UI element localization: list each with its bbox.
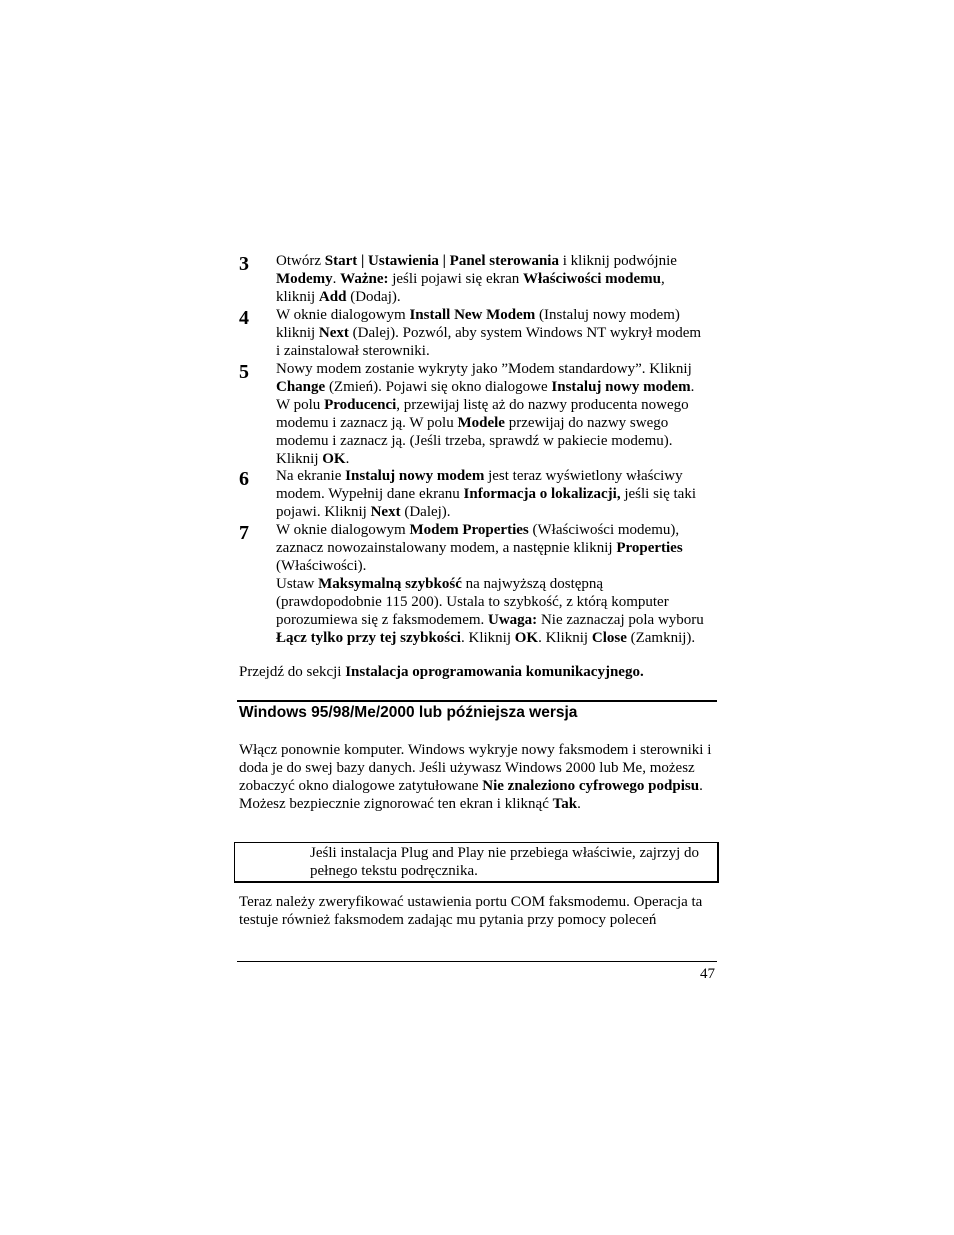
text-run: (Zamknij). xyxy=(626,630,696,646)
bold-term: Uwaga: xyxy=(488,612,538,628)
note-text: Jeśli instalacja Plug and Play nie przebiega właściwie, zajrzyj do pełnego tekstu podręcznika. xyxy=(310,845,700,879)
section-rule xyxy=(237,700,717,702)
bold-term: Modele xyxy=(457,415,505,431)
text-run: W oknie dialogowym xyxy=(276,522,410,538)
text-run: . Możesz bezpiecznie zignorować ten ekran i kliknąć xyxy=(239,778,703,812)
text-run: . Kliknij xyxy=(460,630,515,646)
text-run: Przejdź do sekcji xyxy=(239,664,346,680)
note-box xyxy=(234,842,719,883)
step-text xyxy=(276,467,706,521)
bold-term: Next xyxy=(370,504,401,520)
bold-term: Install New Modem xyxy=(409,307,536,323)
text-run: , kliknij xyxy=(276,271,665,305)
bold-term: Close xyxy=(591,630,627,646)
step-number: 5 xyxy=(239,361,249,383)
bold-term: Instaluj nowy modem xyxy=(345,468,485,484)
bold-term: Properties xyxy=(616,540,683,556)
bold-term: Właściwości modemu xyxy=(523,271,661,287)
text-run: W oknie dialogowym xyxy=(276,307,410,323)
text-run: . xyxy=(577,796,581,812)
step-text xyxy=(276,521,706,647)
step-number: 3 xyxy=(239,253,249,275)
step-number: 6 xyxy=(239,468,249,490)
text-run: Ustaw xyxy=(276,576,319,592)
step-number: 7 xyxy=(239,522,249,544)
bold-term: OK xyxy=(514,630,539,646)
text-run: . W polu xyxy=(276,379,695,413)
text-run: . xyxy=(345,451,350,467)
text-run: przewijaj do nazwy swego modemu i zaznacz ją. (Jeśli trzeba, sprawdź w pakiecie modemu). Kliknij xyxy=(276,415,673,467)
text-run: Na ekranie xyxy=(276,468,346,484)
step-number: 4 xyxy=(239,307,249,329)
text-run: na najwyższą dostępną (prawdopodobnie 115 200). Ustala to szybkość, z którą komputer porozumiewa się z faksmodemem. xyxy=(276,576,669,628)
text-run: jeśli pojawi się ekran xyxy=(388,271,524,287)
page-number: 47 xyxy=(700,966,715,982)
step-text xyxy=(276,360,706,468)
bold-term: Łącz tylko przy tej szybkości xyxy=(276,630,461,646)
bold-term: OK xyxy=(322,451,346,467)
bold-term: Instalacja oprogramowania komunikacyjnego. xyxy=(345,664,644,680)
paragraph-restart xyxy=(239,741,719,813)
text-run: jeśli się taki pojawi. Kliknij xyxy=(276,486,696,520)
bold-term: Change xyxy=(276,379,326,395)
bold-term: Maksymalną szybkość xyxy=(318,576,462,592)
bold-term: Informacja o lokalizacji, xyxy=(463,486,621,502)
bold-term: Start | Ustawienia | Panel sterowania xyxy=(324,253,559,269)
bold-term: Modem Properties xyxy=(409,522,529,538)
text-run: Nie zaznaczaj pola wyboru xyxy=(537,612,704,628)
bold-term: Producenci xyxy=(324,397,397,413)
bold-term: Modemy xyxy=(276,271,333,287)
text-run: Otwórz xyxy=(276,253,325,269)
text-run: i kliknij podwójnie xyxy=(558,253,677,269)
bold-term: Next xyxy=(318,325,349,341)
step-text xyxy=(276,306,706,360)
bold-term: Instaluj nowy modem xyxy=(551,379,691,395)
paragraph-com-port: Teraz należy zweryfikować ustawienia portu COM faksmodemu. Operacja ta testuje również faksmodem zadając mu pytania przy pomocy poleceń xyxy=(239,894,703,928)
bold-term: Tak xyxy=(552,796,578,812)
next-section-reference xyxy=(239,663,709,681)
bold-term: Ważne: xyxy=(340,271,389,287)
text-run: . xyxy=(332,271,341,287)
text-run: (Instaluj nowy modem) kliknij xyxy=(276,307,680,341)
step-text xyxy=(276,252,706,306)
text-run: (Dalej). xyxy=(400,504,451,520)
footer-rule xyxy=(237,961,717,962)
section-title: Windows 95/98/Me/2000 lub późniejsza wersja xyxy=(239,704,578,721)
text-run: (Dodaj). xyxy=(346,289,401,305)
text-run: Nowy modem zostanie wykryty jako ”Modem standardowy”. Kliknij xyxy=(276,361,692,377)
text-run: Włącz ponownie komputer. Windows wykryje nowy faksmodem i sterowniki i doda je do swej bazy danych. Jeśli używasz Windows 2000 lub Me, możesz zobaczyć okno dialogowe zatytułowane xyxy=(239,742,712,794)
bold-term: Nie znaleziono cyfrowego podpisu xyxy=(482,778,700,794)
text-run: . Kliknij xyxy=(538,630,592,646)
bold-term: Add xyxy=(318,289,347,305)
text-run: (Dalej). Pozwól, aby system Windows NT wykrył modem i zainstalował sterowniki. xyxy=(276,325,702,359)
text-run: (Właściwości). xyxy=(276,558,367,574)
text-run: jest teraz wyświetlony właściwy modem. Wypełnij dane ekranu xyxy=(276,468,683,502)
text-run: (Zmień). Pojawi się okno dialogowe xyxy=(325,379,552,395)
text-run: , przewijaj listę aż do nazwy producenta nowego modemu i zaznacz ją. W polu xyxy=(276,397,689,431)
text-run: (Właściwości modemu), zaznacz nowozainstalowany modem, a następnie kliknij xyxy=(276,522,680,556)
